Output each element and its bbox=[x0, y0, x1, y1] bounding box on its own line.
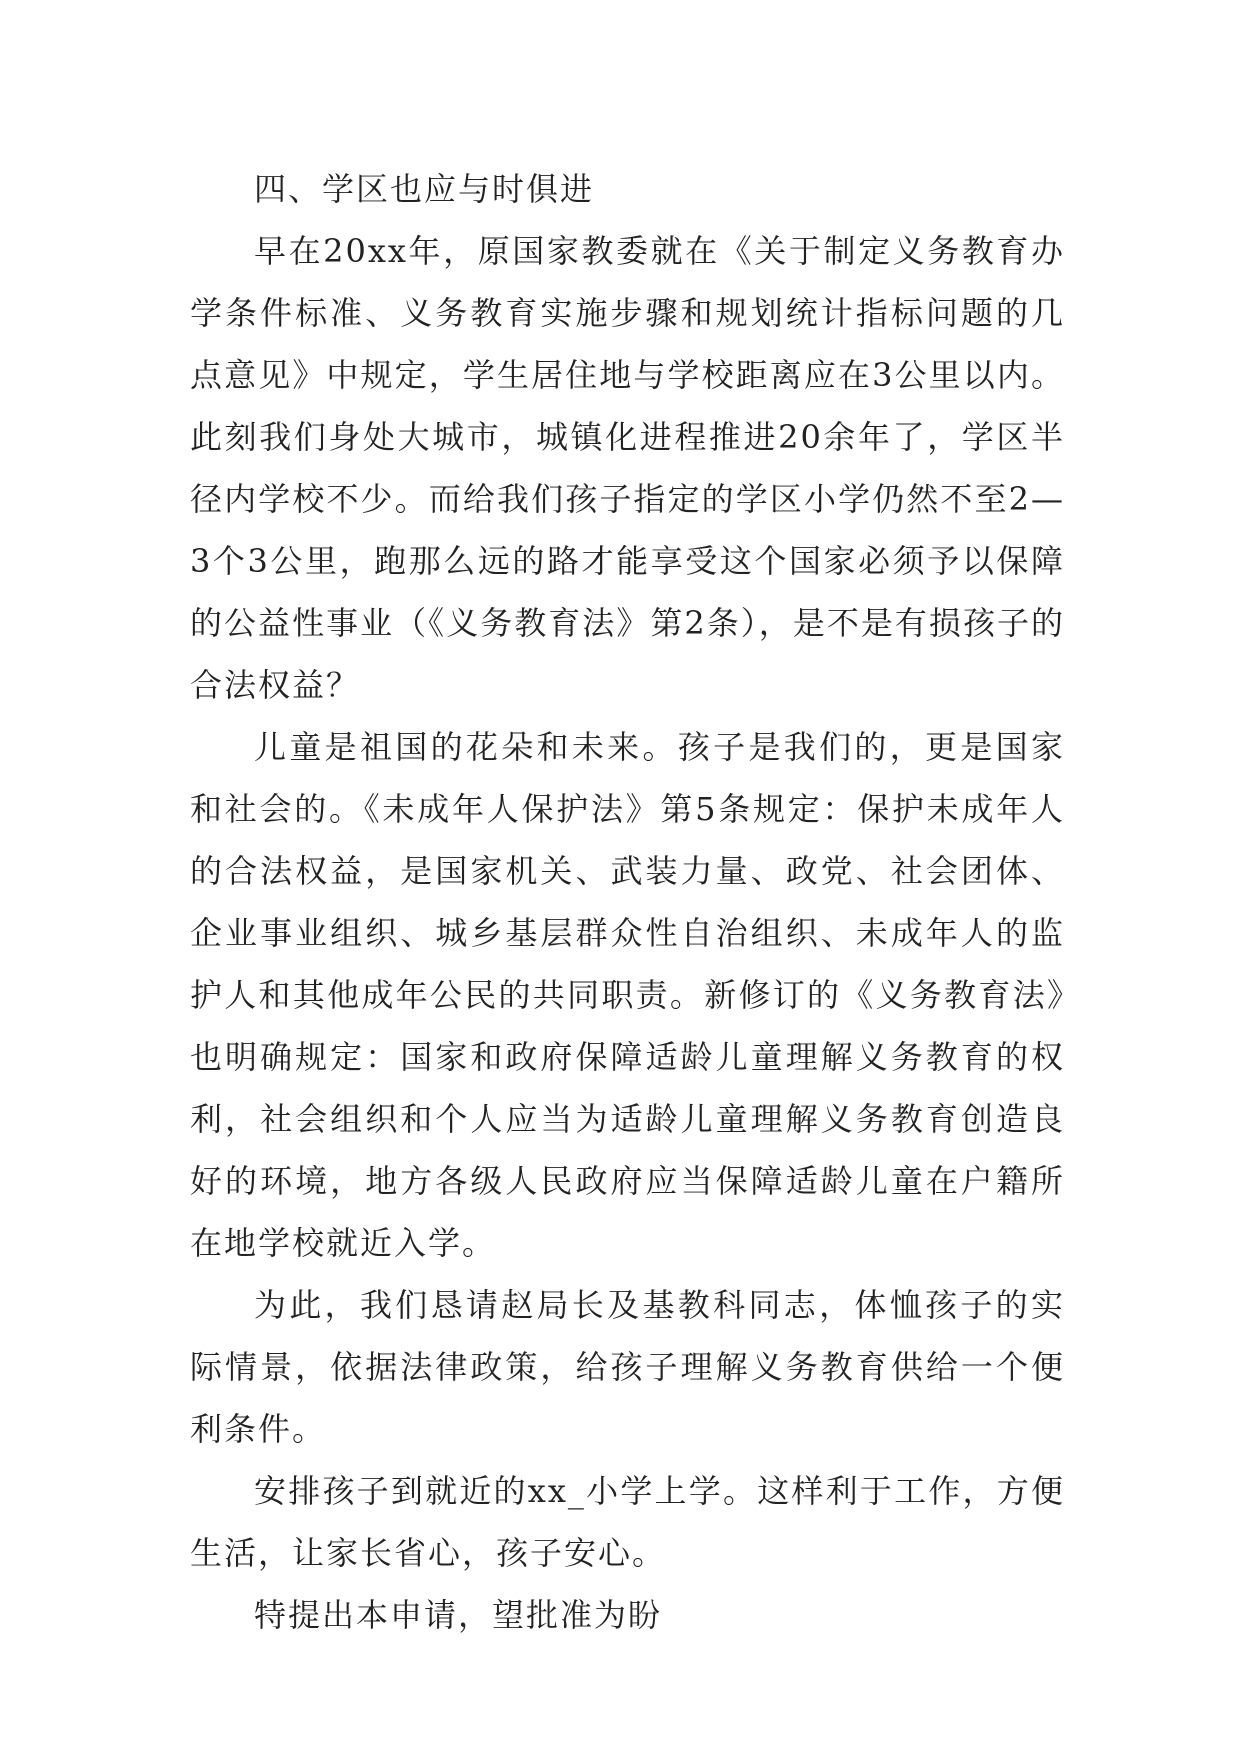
paragraph-arrangement: 安排孩子到就近的xx_小学上学。这样利于工作，方便生活，让家长省心，孩子安心。 bbox=[190, 1472, 1065, 1572]
paragraph-children-rights: 儿童是祖国的花朵和未来。孩子是我们的，更是国家和社会的。《未成年人保护法》第5条规定：保护未成年人的合法权益，是国家机关、武装力量、政党、社会团体、企业事业组织、城乡基层群众性自治组织、未成年人的监护人和其他成年公民的共同职责。新修订的《义务教育法》也明确规定：国家和政府保障适龄儿童理解义务教育的权利，社会组织和个人应当为适龄儿童理解义务教育创造良好的环境，地方各级人民政府应当保障适龄儿童在户籍所在地学校就近入学。 bbox=[190, 728, 1065, 1262]
document-body bbox=[190, 158, 1065, 1646]
paragraph-distance-regulation: 早在20xx年，原国家教委就在《关于制定义务教育办学条件标准、义务教育实施步骤和规划统计指标问题的几点意见》中规定，学生居住地与学校距离应在3公里以内。此刻我们身处大城市，城镇化进程推进20余年了，学区半径内学校不少。而给我们孩子指定的学区小学仍然不至2—3个3公里，跑那么远的路才能享受这个国家必须予以保障的公益性事业（《义务教育法》第2条），是不是有损孩子的合法权益？ bbox=[190, 232, 1065, 704]
section-heading: 四、学区也应与时俱进 bbox=[254, 170, 595, 208]
paragraph-request: 为此，我们恳请赵局长及基教科同志，体恤孩子的实际情景，依据法律政策，给孩子理解义务教育供给一个便利条件。 bbox=[190, 1286, 1065, 1448]
paragraph-closing: 特提出本申请，望批准为盼 bbox=[254, 1596, 663, 1634]
